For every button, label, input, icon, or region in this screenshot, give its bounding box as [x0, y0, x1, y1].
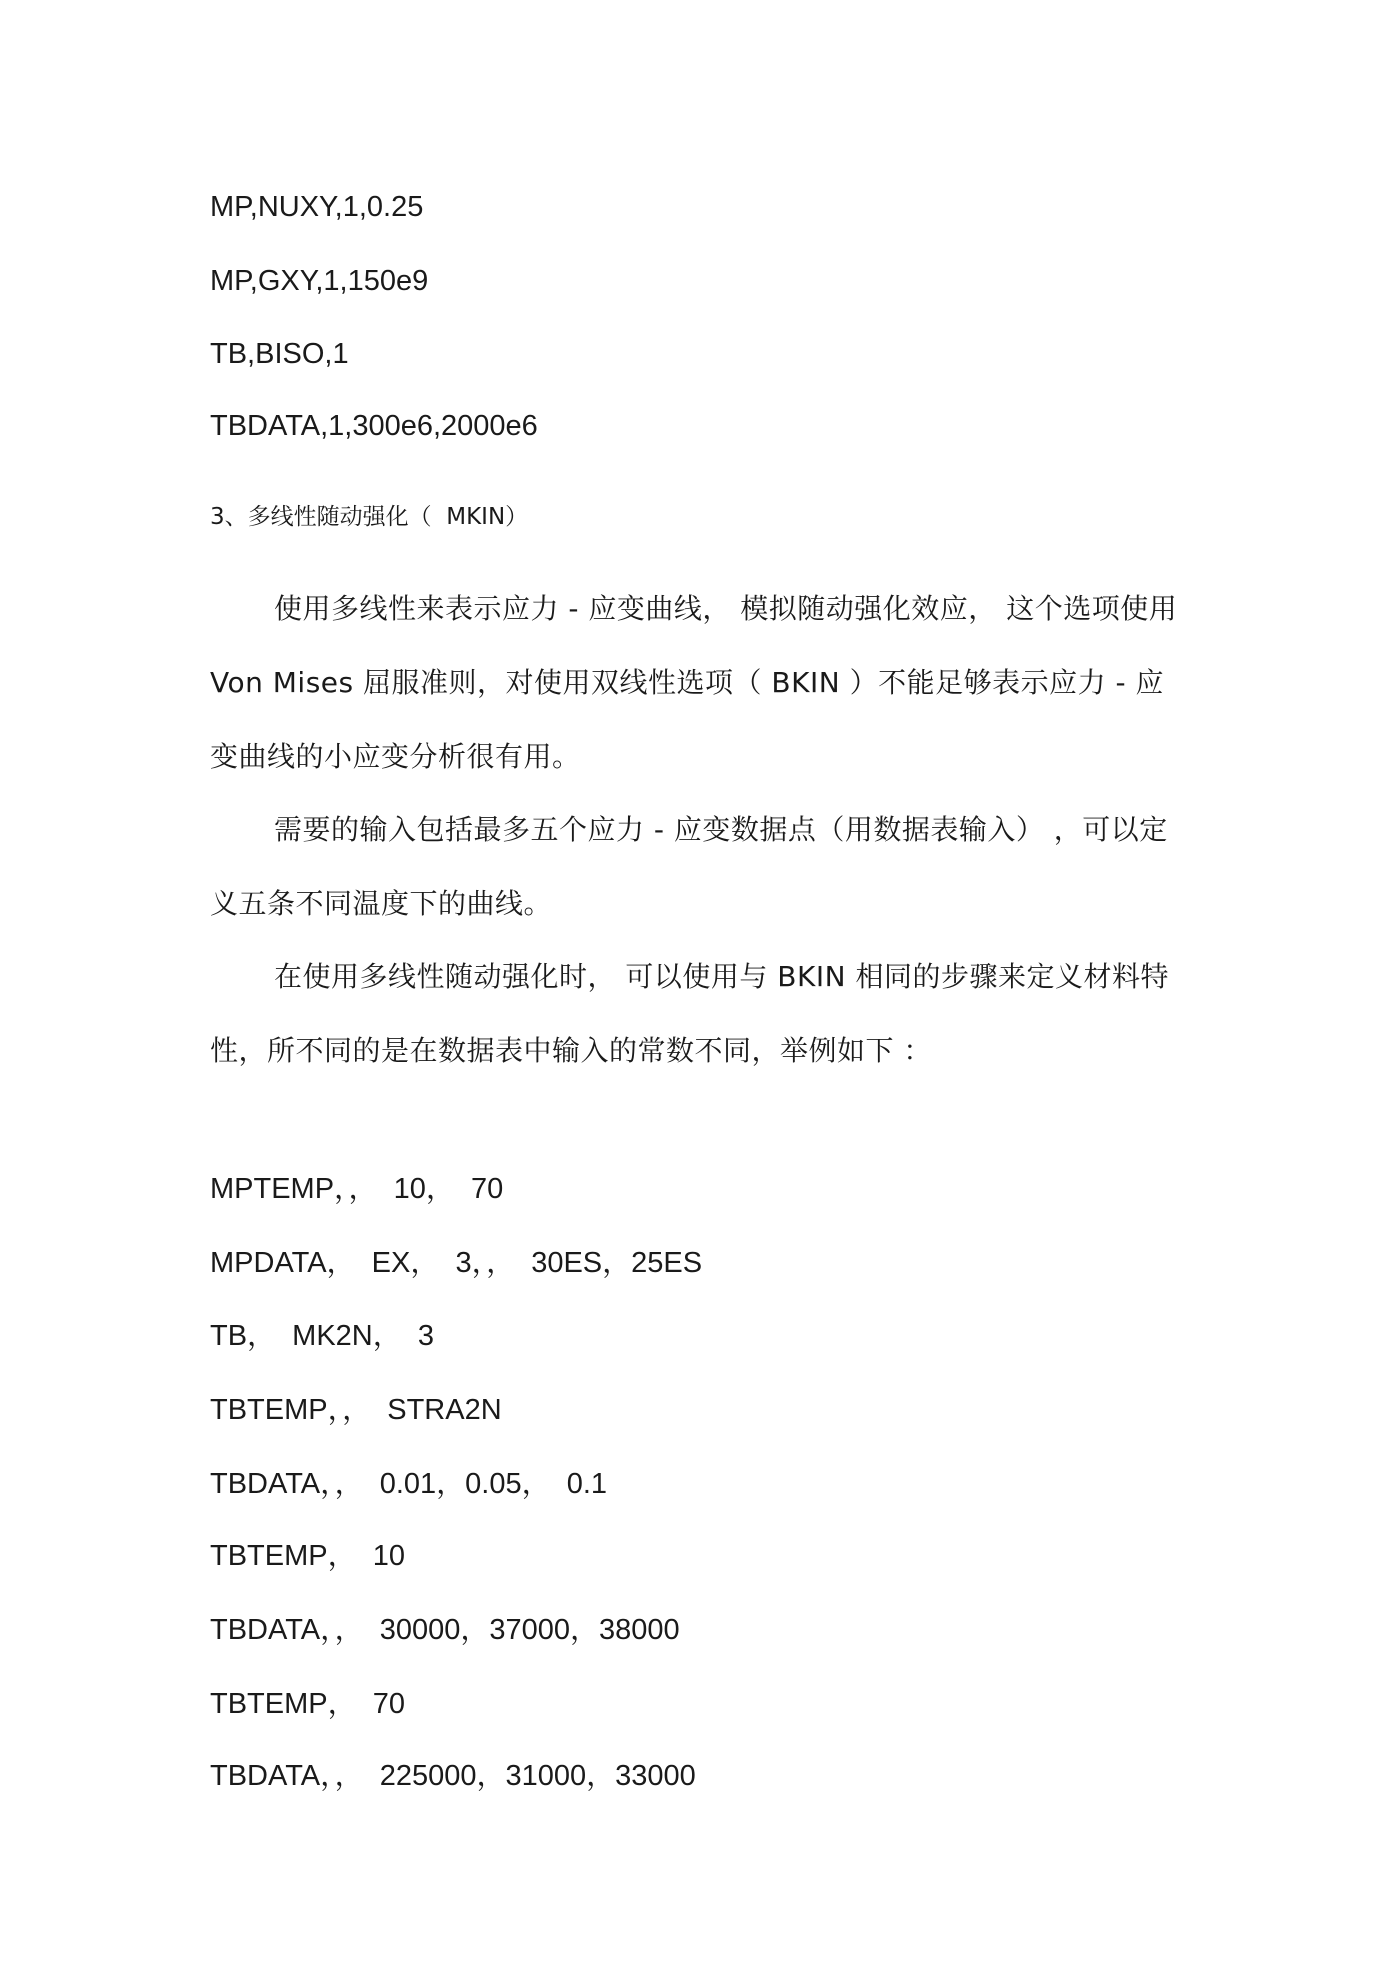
- paragraph: 需要的输入包括最多五个应力 - 应变数据点（用数据表输入） ，可以定义五条不同温度下的曲线。: [210, 813, 1168, 920]
- code-line: TBDATA,1,300e6,2000e6: [210, 410, 538, 442]
- code-line: MP,GXY,1,150e9: [210, 265, 429, 297]
- code-line: TBDATA，， 30000，37000，38000: [210, 1614, 680, 1646]
- code-line: TB,BISO,1: [210, 338, 349, 370]
- code-line: TB， MK2N， 3: [210, 1320, 434, 1352]
- paragraph: 在使用多线性随动强化时， 可以使用与 BKIN 相同的步骤来定义材料特性，所不同的是在数据表中输入的常数不同，举例如下 ：: [210, 960, 1169, 1067]
- section-heading: 3、多线性随动强化（ MKIN）: [210, 504, 529, 530]
- paragraph: 使用多线性来表示应力 - 应变曲线， 模拟随动强化效应， 这个选项使用 Von Mises 屈服准则，对使用双线性选项（ BKIN ）不能足够表示应力 - 应变曲线的小应变分析很有用。: [210, 592, 1178, 773]
- code-line: TBDATA，， 225000，31000，33000: [210, 1760, 696, 1792]
- code-line: TBTEMP， 10: [210, 1540, 405, 1572]
- code-line: MP,NUXY,1,0.25: [210, 191, 424, 223]
- code-line: TBTEMP，， STRA2N: [210, 1394, 502, 1426]
- code-line: TBTEMP， 70: [210, 1688, 405, 1720]
- code-line: MPTEMP，， 10， 70: [210, 1173, 504, 1205]
- code-line: TBDATA，， 0.01，0.05， 0.1: [210, 1468, 608, 1500]
- code-line: MPDATA， EX， 3，， 30ES，25ES: [210, 1247, 703, 1279]
